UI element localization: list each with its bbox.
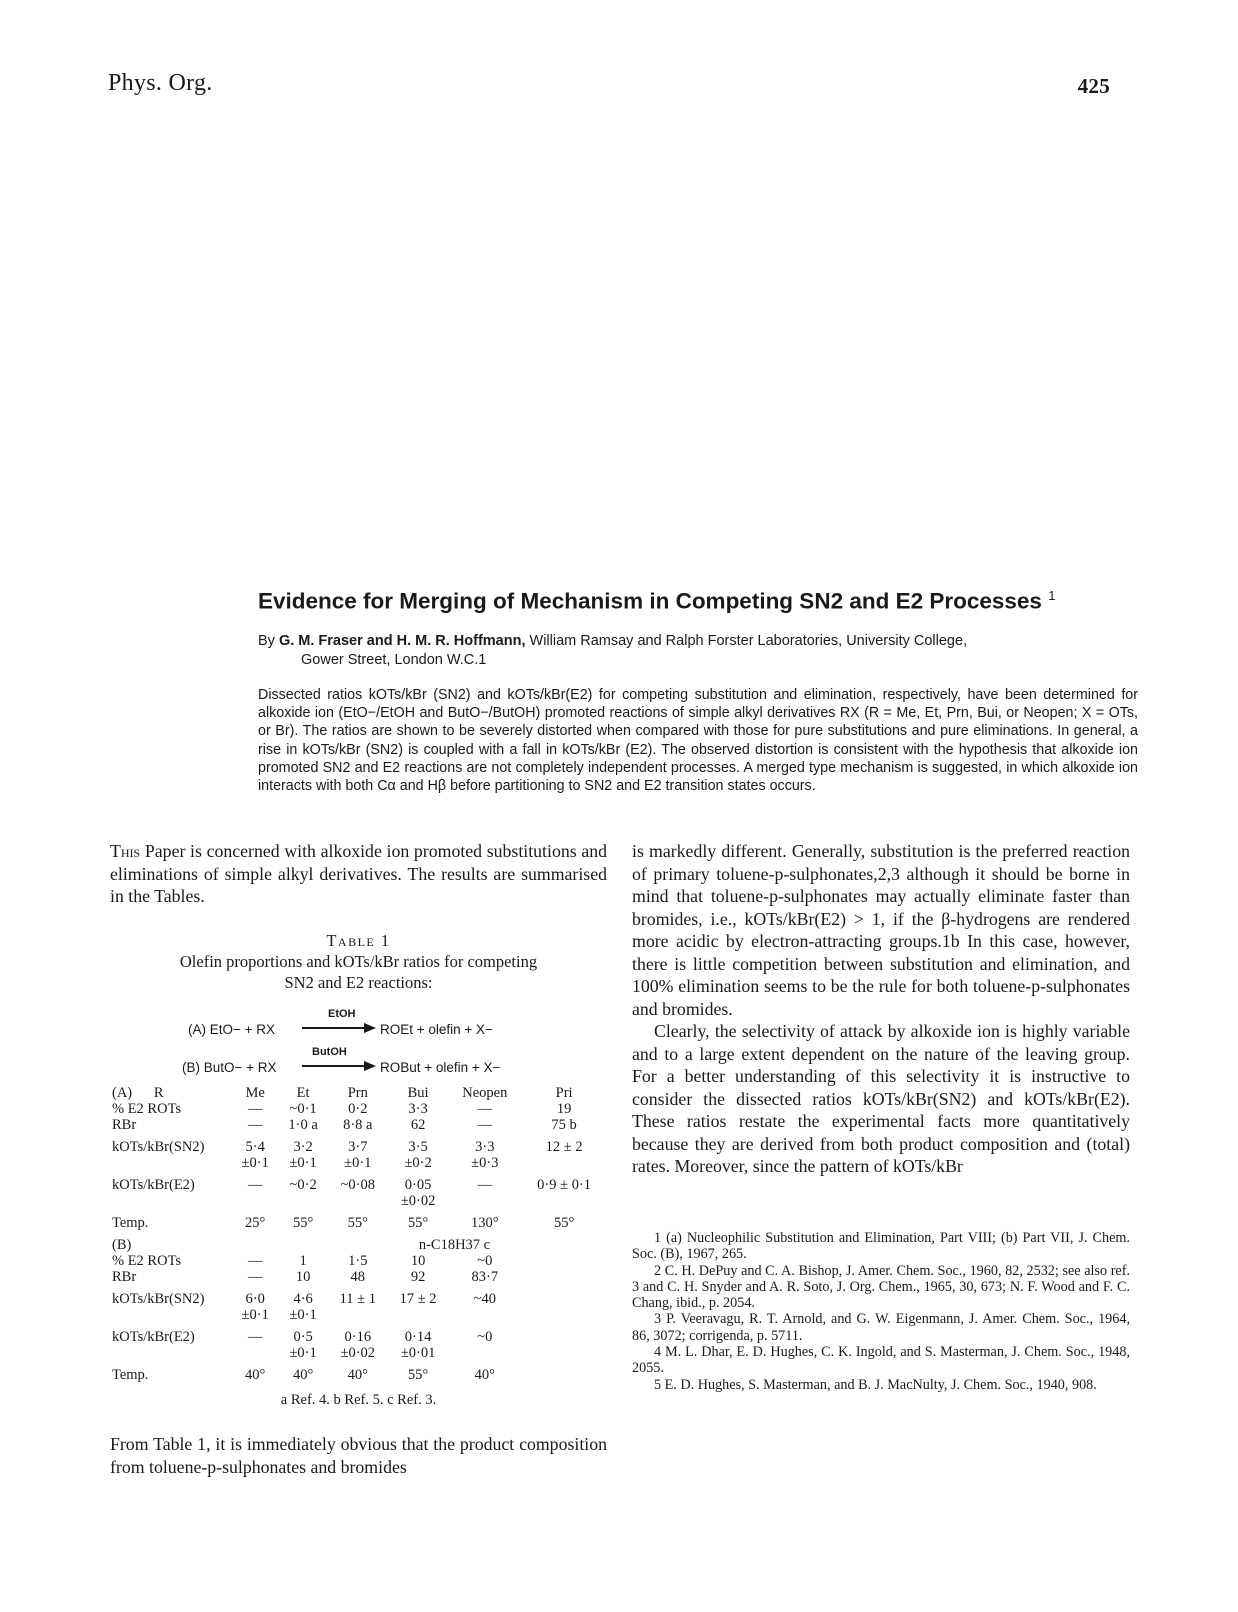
table-cell: 40° (347, 1366, 368, 1383)
table-cell: 0·2 (348, 1100, 368, 1117)
table-cell: 3·5 (408, 1138, 428, 1155)
table-cell: 3·2 (293, 1138, 313, 1155)
table-cell: — (477, 1116, 493, 1133)
affiliation-line-1: William Ramsay and Ralph Forster Laboratories, University College, (529, 633, 968, 649)
header-cell: Me (245, 1084, 265, 1101)
footnote-3: 3 P. Veeravagu, R. T. Arnold, and G. W. Eigenmann, J. Amer. Chem. Soc., 1964, 86, 3072; corrigenda, p. 5711. (632, 1311, 1130, 1344)
table-cell: ±0·1 (289, 1154, 317, 1171)
table-cell: 1·0 a (288, 1116, 318, 1133)
row-label: RBr (112, 1116, 137, 1133)
caption-line-2: SN2 and E2 reactions: (284, 972, 433, 992)
table-cell (448, 1193, 521, 1209)
table-cell (232, 1193, 278, 1209)
header-cell: Pri (555, 1084, 573, 1101)
table-cell: 3·3 (475, 1138, 495, 1155)
table-cell: ±0·02 (340, 1344, 376, 1361)
table-row (110, 1307, 607, 1323)
affiliation-line-2: Gower Street, London W.C.1 (301, 652, 487, 668)
left-column (110, 840, 607, 1478)
title-text: Evidence for Merging of Mechanism in Competing SN2 and E2 Processes (258, 588, 1042, 614)
footnote-4: 4 M. L. Dhar, E. D. Hughes, C. K. Ingold, and S. Masterman, J. Chem. Soc., 1948, 2055. (632, 1344, 1130, 1377)
table-cell: ~0·08 (340, 1176, 375, 1193)
footnote-2: 2 C. H. DePuy and C. A. Bishop, J. Amer. Chem. Soc., 1960, 82, 2532; see also ref. 3 and C. H. Snyder and A. R. Soto, J. Org. Chem., 1965, 30, 673; N. F. Wood and F. C. Chang, ibid., p. 2054. (632, 1262, 1130, 1312)
table-cell: ~40 (473, 1290, 496, 1307)
row-label: % E2 ROTs (112, 1252, 182, 1269)
table-cell: 55° (347, 1214, 368, 1231)
reaction-a-arrow (302, 1027, 366, 1029)
intro-smallcaps: This (110, 841, 141, 861)
table-cell: 0·14 (404, 1328, 432, 1345)
reaction-a-products: ROEt + olefin + X− (380, 1021, 493, 1037)
row-label: Temp. (112, 1214, 149, 1231)
table-cell: ±0·01 (400, 1344, 436, 1361)
table-cell: 92 (410, 1268, 426, 1285)
table-row (110, 1133, 607, 1155)
table-cell: 48 (350, 1268, 366, 1285)
table-cell: 0·5 (293, 1328, 313, 1345)
table-cell: 4·6 (293, 1290, 313, 1307)
table-cell (328, 1193, 388, 1209)
section-b-body (110, 1253, 607, 1383)
arrow-head-icon (364, 1023, 376, 1033)
row-label: kOTs/kBr(SN2) (112, 1290, 205, 1307)
data-table (110, 1085, 607, 1383)
table-cell: 130° (471, 1214, 499, 1231)
reaction-b-reagent: ButOH (312, 1045, 347, 1058)
right-paragraph-1: is markedly different. Generally, substitution is the preferred reaction of primary toluene-p-sulphonates,2,3 although it should be borne in mind that toluene-p-sulphonates may actually eliminate faster than bromides, i.e., kOTs/kBr(E2) > 1, if the β-hydrogens are rendered more acidic by electron-attracting groups.1b In this case, however, there is little competition between substitution and elimination, and 100% elimination seems to be the rule for both toluene-p-sulphonates and bromides. (632, 841, 1130, 1019)
header-cell: n-C18H37 c (418, 1236, 491, 1253)
table-cell: — (247, 1100, 263, 1117)
table-cell: 55° (407, 1366, 429, 1383)
table-cell: — (247, 1268, 263, 1285)
reaction-scheme-b (110, 1039, 607, 1077)
table-cell: ~0·1 (289, 1100, 317, 1117)
table-cell: 1·5 (348, 1252, 368, 1269)
table-row (110, 1117, 607, 1133)
byline-prefix: By (258, 633, 275, 649)
table-cell: 75 b (551, 1116, 577, 1133)
table-cell: 55° (292, 1214, 314, 1231)
header-cell: (A) R (112, 1084, 164, 1101)
reaction-a-reagent: EtOH (328, 1007, 356, 1020)
table-cell: 55° (407, 1214, 429, 1231)
table-cell: 6·0 (245, 1290, 265, 1307)
header-cell: Neopen (462, 1084, 508, 1101)
table-cell: 25° (245, 1214, 266, 1231)
table-cell: — (247, 1252, 263, 1269)
after-table-paragraph: From Table 1, it is immediately obvious that the product composition from toluene-p-sulphonates and bromides (110, 1434, 607, 1477)
table-cell (232, 1345, 278, 1361)
table-cell: 19 (556, 1100, 572, 1117)
table-notes: a Ref. 4. b Ref. 5. c Ref. 3. (280, 1391, 437, 1408)
table-row (110, 1171, 607, 1193)
table-cell: 11 ± 1 (339, 1290, 376, 1307)
table-cell: 55° (553, 1214, 575, 1231)
journal-name: Phys. Org. (108, 70, 213, 96)
table-cell: 3·3 (408, 1100, 428, 1117)
right-column (632, 840, 1130, 1178)
table-cell: — (247, 1328, 263, 1345)
table-cell: 83·7 (471, 1268, 499, 1285)
table-cell: ±0·1 (289, 1306, 317, 1323)
table-cell: ±0·1 (241, 1154, 269, 1171)
table-cell: — (247, 1116, 263, 1133)
row-label (110, 1345, 232, 1361)
footnote-1: 1 (a) Nucleophilic Substitution and Elimination, Part VIII; (b) Part VII, J. Chem. Soc. (B), 1967, 265. (632, 1230, 1130, 1263)
table-cell: ±0·1 (289, 1344, 317, 1361)
reaction-b-reactants: (B) ButO− + RX (182, 1059, 277, 1075)
row-label (110, 1307, 232, 1323)
table-row (110, 1323, 607, 1345)
table-row (110, 1101, 607, 1117)
table-cell (448, 1307, 521, 1323)
header-cell: Prn (347, 1084, 368, 1101)
section-b-header-row (110, 1231, 607, 1253)
table-row (110, 1193, 607, 1209)
table-cell: 10 (295, 1268, 311, 1285)
caption-line-1: Olefin proportions and kOTs/kBr ratios for competing (179, 951, 538, 971)
table-row (110, 1361, 607, 1383)
table-cell: 40° (245, 1366, 266, 1383)
table-cell (521, 1193, 607, 1209)
intro-paragraph (110, 840, 607, 908)
arrow-head-icon (364, 1061, 376, 1071)
section-a-body (110, 1101, 607, 1231)
table-cell: 1 (299, 1252, 307, 1269)
row-label (110, 1155, 232, 1171)
table-cell: ±0·02 (400, 1192, 436, 1209)
table-cell: 10 (410, 1252, 426, 1269)
table-label: Table 1 (326, 930, 391, 950)
footnote-5: 5 E. D. Hughes, S. Masterman, and B. J. MacNulty, J. Chem. Soc., 1940, 908. (654, 1376, 1097, 1393)
table-cell: ~0·2 (289, 1176, 317, 1193)
row-label: RBr (112, 1268, 137, 1285)
table-header-row (110, 1085, 607, 1101)
table-row (110, 1285, 607, 1307)
header-cell: Et (296, 1084, 310, 1101)
table-cell (328, 1307, 388, 1323)
title-footnote-ref: 1 (1048, 588, 1056, 603)
header-cell: Bui (407, 1084, 429, 1101)
table-cell (278, 1193, 327, 1209)
table-cell: — (477, 1176, 493, 1193)
table-cell: 17 ± 2 (399, 1290, 437, 1307)
row-label: % E2 ROTs (112, 1100, 182, 1117)
row-label (110, 1193, 232, 1209)
intro-text: Paper is concerned with alkoxide ion promoted substitutions and eliminations of simple alkyl derivatives. The results are summarised in the Tables. (110, 841, 607, 906)
table-cell (448, 1345, 521, 1361)
reaction-b-products: ROBut + olefin + X− (380, 1059, 501, 1075)
section-b-label: (B) (112, 1236, 132, 1253)
row-label: kOTs/kBr(E2) (112, 1328, 195, 1345)
page-number: 425 (1077, 74, 1110, 98)
table-cell: 12 ± 2 (545, 1138, 583, 1155)
reaction-scheme-a (110, 1001, 607, 1039)
byline (258, 632, 1138, 670)
table-cell: ±0·3 (471, 1154, 499, 1171)
table-row (110, 1345, 607, 1361)
row-label: kOTs/kBr(SN2) (112, 1138, 205, 1155)
footnotes (632, 1230, 1130, 1393)
table-cell: ~0 (477, 1252, 493, 1269)
table-cell: 40° (292, 1366, 314, 1383)
table-row (110, 1209, 607, 1231)
row-label: kOTs/kBr(E2) (112, 1176, 195, 1193)
table-row (110, 1253, 607, 1269)
abstract-text: Dissected ratios kOTs/kBr (SN2) and kOTs/kBr(E2) for competing substitution and elimination, respectively, have been determined for alkoxide ion (EtO−/EtOH and ButO−/ButOH) promoted reactions of simple alkyl derivatives RX (R = Me, Et, Prn, Bui, or Neopen; X = OTs, or Br). The ratios are shown to be severely distorted when compared with those for pure substitutions and pure eliminations. In general, a rise in kOTs/kBr (SN2) is coupled with a fall in kOTs/kBr (E2). The observed distortion is consistent with the hypothesis that alkoxide ion promoted SN2 and E2 reactions are not completely independent processes. A merged type mechanism is suggested, in which alkoxide ion interacts with both Cα and Hβ before partitioning to SN2 and E2 transition states occurs. (258, 687, 1138, 795)
reaction-b-arrow (302, 1065, 366, 1067)
table-cell: ±0·1 (344, 1154, 372, 1171)
table-cell (388, 1307, 449, 1323)
table-cell (521, 1155, 607, 1171)
right-paragraph-2: Clearly, the selectivity of attack by alkoxide ion is highly variable and to a large extent dependent on the nature of the leaving group. For a better understanding of this selectivity it is instructive to consider the dissected ratios kOTs/kBr(SN2) and kOTs/kBr(E2). These ratios restate the experimental facts more quantitatively because they are derived from both product composition and (total) rates. Moreover, since the pattern of kOTs/kBr (632, 1021, 1130, 1176)
table-cell: 0·05 (404, 1176, 432, 1193)
article-title (258, 588, 1138, 615)
table-cell: ±0·1 (241, 1306, 269, 1323)
table-row (110, 1269, 607, 1285)
authors: G. M. Fraser and H. M. R. Hoffmann, (278, 633, 526, 649)
table-cell: — (247, 1176, 263, 1193)
abstract (258, 686, 1138, 795)
table-cell: — (477, 1100, 493, 1117)
table-cell: 62 (410, 1116, 426, 1133)
table-row (110, 1155, 607, 1171)
table-cell: 5·4 (245, 1138, 265, 1155)
table-cell: ±0·2 (404, 1154, 432, 1171)
reaction-a-reactants: (A) EtO− + RX (188, 1021, 276, 1037)
table-cell: 0·9 ± 0·1 (537, 1176, 592, 1193)
table-cell: 0·16 (344, 1328, 372, 1345)
table-caption (110, 930, 607, 993)
row-label: Temp. (112, 1366, 149, 1383)
table-cell: 40° (474, 1366, 495, 1383)
table-cell: ~0 (477, 1328, 493, 1345)
table-cell: 8·8 a (343, 1116, 373, 1133)
table-cell: 3·7 (348, 1138, 368, 1155)
